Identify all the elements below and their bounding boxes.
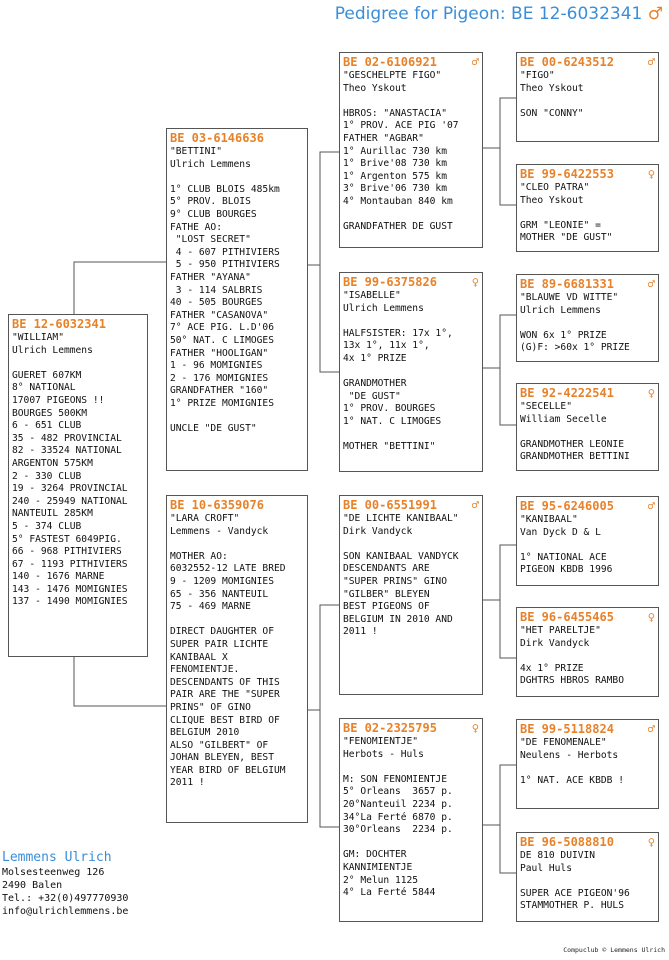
ring-number: BE 00-6551991 (343, 498, 437, 512)
ring-number: BE 89-6681331 (520, 277, 614, 291)
pigeon-details: "KANIBAAL" Van Dyck D & L 1° NATIONAL ACE PIGEON KBDB 1996 (520, 514, 613, 576)
ring-number: BE 02-2325795 (343, 721, 437, 735)
pigeon-details: "WILLIAM" Ulrich Lemmens GUERET 607KM 8° NATIONAL 17007 PIGEONS !! BOURGES 500KM 6 - 651 CLUB 35 - 482 PROVINCIAL 82 - 33524 NATIONAL ARGENTON 575KM 2 - 330 CLUB 19 - 3264 PROVINCIAL 240 - 25949 NATIONAL NANTEUIL 285KM 5 - 374 CLUB 5° FASTEST 6049PIG. 66 - 968 PITHIVIERS 67 - 1193 PITHIVIERS 140 - 1676 MARNE 143 - 1476 MOMIGNIES 137 - 1490 MOMIGNIES (12, 332, 128, 608)
ring-number: BE 96-6455465 (520, 610, 614, 624)
pigeon-card-fm (339, 272, 483, 472)
ring-number: BE 10-6359076 (170, 498, 264, 512)
pigeon-details: "SECELLE" William Secelle GRANDMOTHER LEONIE GRANDMOTHER BETTINI (520, 401, 630, 463)
male-icon: ♂ (647, 55, 655, 69)
breeder-name: Lemmens Ulrich (2, 850, 112, 865)
pigeon-details: "ISABELLE" Ulrich Lemmens HALFSISTER: 17x 1°, 13x 1°, 11x 1°, 4x 1° PRIZE GRANDMOTHER "DE GUST" 1° PROV. BOURGES 1° NAT. C LIMOGES MOTHER "BETTINI" (343, 290, 453, 453)
breeder-city: 2490 Balen (2, 880, 63, 891)
pigeon-card-mm (339, 718, 483, 922)
female-icon: ♀ (647, 167, 655, 181)
pigeon-details: "LARA CROFT" Lemmens - Vandyck MOTHER AO: 6032552-12 LATE BRED 9 - 1209 MOMIGNIES 65 - 356 NANTEUIL 75 - 469 MARNE DIRECT DAUGHTER OF SUPER PAIR LICHTE KANIBAAL X FENOMIENTJE. DESCENDANTS OF THIS PAIR ARE THE "SUPER PRINS" OF GINO CLIQUE BEST BIRD OF BELGIUM 2010 ALSO "GILBERT" OF JOHAN BLEYEN, BEST YEAR BIRD OF BELGIUM 2011 ! (170, 513, 286, 789)
pigeon-card-mother (166, 495, 308, 823)
breeder-info (2, 850, 128, 918)
ring-number: BE 99-5118824 (520, 722, 614, 736)
pigeon-card-ff (339, 52, 483, 248)
ring-number: BE 95-6246005 (520, 499, 614, 513)
pigeon-card-mfm (516, 607, 659, 697)
pigeon-details: "GESCHELPTE FIGO" Theo Yskout HBROS: "ANASTACIA" 1° PROV. ACE PIG '07 FATHER "AGBAR" 1° Aurillac 730 km 1° Brive'08 730 km 1° Argenton 575 km 3° Brive'06 730 km 4° Montauban 840 km GRANDFATHER DE GUST (343, 70, 459, 233)
pigeon-card-fmm (516, 383, 659, 471)
male-icon: ♂ (471, 498, 479, 512)
pigeon-card-mmf (516, 719, 659, 809)
ring-number: BE 02-6106921 (343, 55, 437, 69)
breeder-email[interactable]: info@ulrichlemmens.be (2, 906, 129, 917)
male-icon: ♂ (647, 722, 655, 736)
ring-number: BE 96-5088810 (520, 835, 614, 849)
pigeon-card-fff (516, 52, 659, 142)
pigeon-details: "BETTINI" Ulrich Lemmens 1° CLUB BLOIS 485km 5° PROV. BLOIS 9° CLUB BOURGES FATHE AO: "LOST SECRET" 4 - 607 PITHIVIERS 5 - 950 PITHIVIERS FATHER "AYANA" 3 - 114 SALBRIS 40 - 505 BOURGES FATHER "CASANOVA" 7° ACE PIG. L.D'06 50° NAT. C LIMOGES FATHER "HOOLIGAN" 1 - 96 MOMIGNIES 2 - 176 MOMIGNIES GRANDFATHER "160" 1° PRIZE MOMIGNIES UNCLE "DE GUST" (170, 146, 280, 435)
ring-number: BE 99-6422553 (520, 167, 614, 181)
breeder-street: Molsesteenweg 126 (2, 867, 105, 878)
ring-number: BE 99-6375826 (343, 275, 437, 289)
pigeon-card-fmf (516, 274, 659, 362)
pigeon-card-mff (516, 496, 659, 586)
pigeon-details: "DE LICHTE KANIBAAL" Dirk Vandyck SON KANIBAAL VANDYCK DESCENDANTS ARE "SUPER PRINS" GINO "GILBER" BLEYEN BEST PIGEONS OF BELGIUM IN 2010 AND 2011 ! (343, 513, 459, 638)
ring-number: BE 12-6032341 (12, 317, 106, 331)
pigeon-card-subject (8, 314, 148, 657)
ring-number: BE 03-6146636 (170, 131, 264, 145)
ring-number: BE 92-4222541 (520, 386, 614, 400)
female-icon: ♀ (647, 835, 655, 849)
pigeon-details: DE 810 DUIVIN Paul Huls SUPER ACE PIGEON'96 STAMMOTHER P. HULS (520, 850, 630, 912)
pigeon-details: "HET PARELTJE" Dirk Vandyck 4x 1° PRIZE DGHTRS HBROS RAMBO (520, 625, 624, 687)
male-symbol-icon: ♂ (647, 4, 663, 24)
male-icon: ♂ (647, 499, 655, 513)
breeder-phone: Tel.: +32(0)497770930 (2, 893, 129, 904)
female-icon: ♀ (647, 386, 655, 400)
ring-number: BE 00-6243512 (520, 55, 614, 69)
page-title: Pedigree for Pigeon: BE 12-6032341 ♂ (334, 4, 663, 24)
pigeon-card-mmm (516, 832, 659, 922)
pigeon-details: "CLEO PATRA" Theo Yskout GRM "LEONIE" = MOTHER "DE GUST" (520, 182, 613, 244)
female-icon: ♀ (471, 721, 479, 735)
female-icon: ♀ (471, 275, 479, 289)
credit-footer: Compuclub © Lemmens Ulrich (563, 946, 665, 954)
pigeon-details: "DE FENOMENALE" Neulens - Herbots 1° NAT. ACE KBDB ! (520, 737, 624, 786)
male-icon: ♂ (647, 277, 655, 291)
female-icon: ♀ (647, 610, 655, 624)
pigeon-details: "FENOMIENTJE" Herbots - Huls M: SON FENOMIENTJE 5° Orleans 3657 p. 20°Nanteuil 2234 p. 34°La Ferté 6870 p. 30°Orleans 2234 p. GM: DOCHTER KANNIMIENTJE 2° Melun 1125 4° La Ferté 5844 (343, 736, 453, 899)
pigeon-card-ffm (516, 164, 659, 252)
male-icon: ♂ (471, 55, 479, 69)
pigeon-card-mf (339, 495, 483, 695)
pigeon-details: "BLAUWE VD WITTE" Ulrich Lemmens WON 6x 1° PRIZE (G)F: >60x 1° PRIZE (520, 292, 630, 354)
pigeon-details: "FIGO" Theo Yskout SON "CONNY" (520, 70, 584, 119)
pigeon-card-father (166, 128, 308, 471)
